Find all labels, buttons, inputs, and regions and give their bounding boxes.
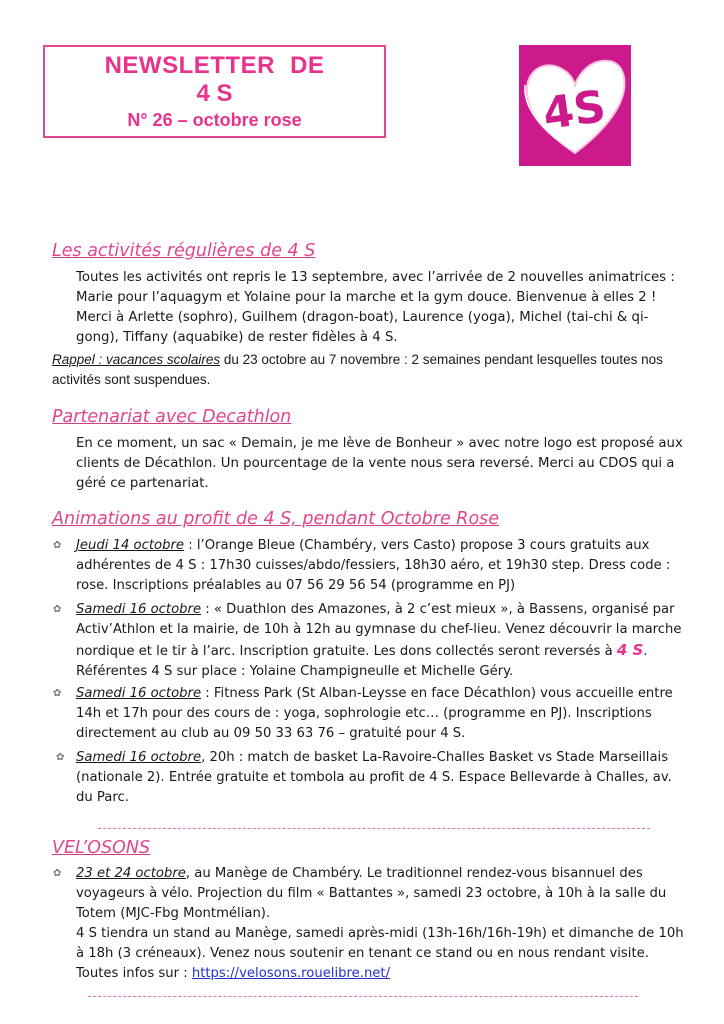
event-date: Samedi 16 octobre — [76, 602, 202, 617]
4s-heart-logo — [519, 45, 631, 166]
highlight-4s: 4 S — [616, 641, 644, 659]
reminder-paragraph — [52, 350, 682, 390]
activities-paragraph: Toutes les activités ont repris le 13 septembre, avec l’arrivée de 2 nouvelles animatrices : Marie pour l’aquagym et Yolaine pour la marche et la gym douce. Bienvenue à elles 2 ! Merci à Arlette (sophro), Guilhem (dragon-boat), Laurence (yoga), Michel (tai-chi & qi-gong), Tiffany (aquabike) de rester fidèles à 4 S. — [76, 270, 675, 345]
reminder-text: du 23 octobre au 7 novembre : 2 semaines pendant lesquelles toutes nos activités sont suspendues. — [52, 352, 663, 387]
event-item — [76, 536, 686, 596]
event-text: : Fitness Park (St Alban-Leysse en face Décathlon) vous accueille entre 14h et 17h pour des cours de : yoga, sophrologie etc… (programme en PJ). Inscriptions directement au club au 09 50 33 63 76 – gratuité pour 4 S. — [76, 686, 673, 741]
event-item — [76, 748, 686, 808]
event-date: Samedi 16 octobre — [76, 750, 202, 765]
event-date: Samedi 16 octobre — [76, 686, 202, 701]
event-text-2: 4 S tiendra un stand au Manège, samedi après-midi (13h-16h/16h-19h) et dimanche de 10h à 18h (3 créneaux). Venez nous soutenir en tenant ce stand ou en nous rendant visite. Toutes infos sur : — [76, 926, 684, 981]
flower-bullet-icon: ✿ — [53, 540, 62, 551]
section-heading-animations: Animations au profit de 4 S, pendant Octobre Rose — [52, 509, 500, 529]
event-text: : « Duathlon des Amazones, à 2 c’est mieux », à Bassens, organisé par Activ’Athlon et la mairie, de 10h à 12h au gymnase du chef-lieu. Venez découvrir la marche nordique et le tir à l’arc. Inscription gratuite. Les dons collectés seront reversés à — [76, 602, 682, 659]
event-item — [76, 600, 686, 682]
velosons-link[interactable]: https://velosons.rouelibre.net/ — [191, 966, 391, 981]
logo-text: 4S — [539, 80, 609, 141]
section-heading-velosons: VEL’OSONS — [52, 838, 151, 858]
event-item — [76, 684, 686, 744]
reminder-label: Rappel : vacances scolaires — [52, 352, 221, 367]
title-line-2: 4 S — [196, 80, 233, 107]
decathlon-paragraph: En ce moment, un sac « Demain, je me lève de Bonheur » avec notre logo est proposé aux clients de Décathlon. Un pourcentage de la vente nous sera reversé. Merci au CDOS qui a géré ce partenariat. — [76, 436, 683, 491]
flower-bullet-icon: ✿ — [53, 688, 62, 699]
event-text: , 20h : match de basket La-Ravoire-Challes Basket vs Stade Marseillais (nationale 2). Entrée gratuite et tombola au profit de 4 S. Espace Bellevarde à Challes, av. du Parc. — [76, 750, 672, 805]
flower-bullet-icon: ✿ — [56, 752, 65, 763]
event-text: , au Manège de Chambéry. Le traditionnel rendez-vous bisannuel des voyageurs à vélo. Projection du film « Battantes », samedi 23 octobre, à 10h à la salle du Totem (MJC-Fbg Montmélian). — [76, 866, 667, 921]
event-date: 23 et 24 octobre — [76, 866, 186, 881]
event-date: Jeudi 14 octobre — [76, 538, 185, 553]
flower-bullet-icon: ✿ — [53, 604, 62, 615]
dashed-divider — [98, 828, 650, 829]
dashed-divider — [88, 996, 638, 997]
event-item — [76, 864, 686, 984]
section-heading-decathlon: Partenariat avec Decathlon — [52, 407, 292, 427]
newsletter-title-box — [43, 45, 386, 138]
title-line-1: NEWSLETTER DE — [104, 52, 325, 79]
heart-logo-icon — [519, 45, 631, 166]
event-text-after: . Référentes 4 S sur place : Yolaine Champigneulle et Michelle Géry. — [76, 644, 648, 679]
flower-bullet-icon: ✿ — [53, 868, 62, 879]
event-text: : l’Orange Bleue (Chambéry, vers Casto) propose 3 cours gratuits aux adhérentes de 4 S : 17h30 cuisses/abdo/fessiers, 18h30 aéro, et 19h30 step. Dress code : rose. Inscriptions préalables au 07 56 29 56 54 (programme en PJ) — [76, 538, 671, 593]
issue-subtitle: N° 26 – octobre rose — [127, 110, 302, 130]
section-heading-activities: Les activités régulières de 4 S — [52, 241, 316, 261]
